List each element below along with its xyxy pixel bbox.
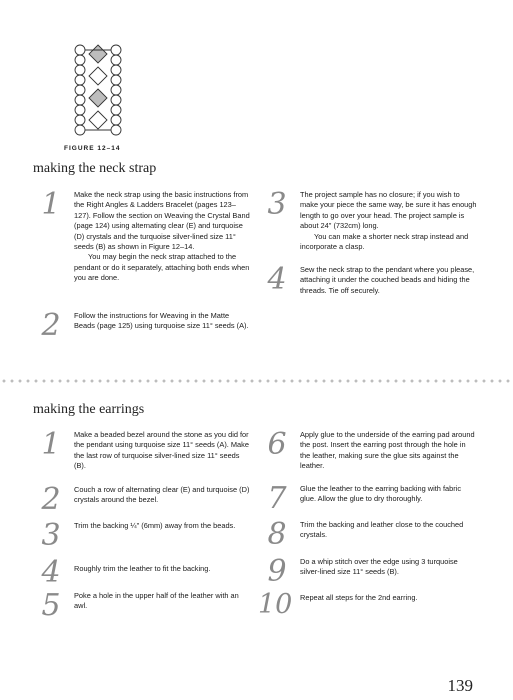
step-text: Repeat all steps for the 2nd earring. xyxy=(300,593,418,602)
step-text: Trim the backing ¼" (6mm) away from the beads. xyxy=(74,521,236,530)
neck-strap-step-2 xyxy=(36,308,251,343)
step-number: 7 xyxy=(267,481,287,516)
earrings-step-5 xyxy=(36,588,251,623)
step-number: 3 xyxy=(267,187,287,222)
section-title-neck-strap: making the neck strap xyxy=(33,161,157,176)
dotted-divider xyxy=(0,378,513,384)
section-title-earrings: making the earrings xyxy=(33,402,145,417)
earrings-step-6 xyxy=(262,427,477,472)
step-number: 10 xyxy=(258,589,293,620)
step-text: Follow the instructions for Weaving in the Matte Beads (page 125) using turquoise size 11° seeds (A). xyxy=(74,311,249,331)
step-number: 3 xyxy=(41,518,61,553)
step-text: Glue the leather to the earring backing with fabric glue. Allow the glue to dry thoroughly. xyxy=(300,484,462,504)
neck-strap-step-1 xyxy=(36,187,251,284)
earrings-step-2 xyxy=(36,482,251,517)
neck-strap-step-3 xyxy=(262,187,477,252)
step-number: 4 xyxy=(41,555,61,590)
step-number: 2 xyxy=(41,308,61,343)
step-number: 5 xyxy=(41,588,61,623)
step-number: 6 xyxy=(267,427,287,462)
earrings-step-4 xyxy=(36,555,251,590)
step-number: 1 xyxy=(41,427,61,462)
step-number: 4 xyxy=(267,262,287,297)
page-number: 139 xyxy=(447,676,473,695)
step-number: 9 xyxy=(267,554,287,589)
figure-caption: FIGURE 12–14 xyxy=(64,145,121,152)
earrings-step-1 xyxy=(36,427,251,472)
step-text: Roughly trim the leather to fit the backing. xyxy=(74,564,211,573)
earrings-step-7 xyxy=(262,481,477,516)
neck-strap-step-4 xyxy=(262,262,477,297)
step-text: Couch a row of alternating clear (E) and turquoise (D) crystals around the bezel. xyxy=(74,485,250,505)
step-number: 1 xyxy=(41,187,61,222)
step-text: Make a beaded bezel around the stone as you did for the pendant using turquoise size 11° seeds (A). Make the last row of turquoise silver-lined size 11° seeds (B). xyxy=(74,430,249,471)
step-text: Trim the backing and leather close to the couched crystals. xyxy=(300,520,464,540)
step-text: Make the neck strap using the basic instructions from the Right Angles & Ladders Bracelet (pages 123–127). Follow the section on Weaving the Crystal Band (page 124) using alternating clear (E) and turquoise (D) crystals and the turquoise silver-lined size 11° seeds (B) as shown in Figure 12–14. xyxy=(74,190,250,252)
step-text: Apply glue to the underside of the earring pad around the post. Insert the earring post through the hole in the leather, making sure the glue sits against the leather. xyxy=(300,430,475,471)
step-text: Do a whip stitch over the edge using 3 turquoise silver-lined size 11° seeds (B). xyxy=(300,557,458,577)
earrings-step-10 xyxy=(258,590,477,620)
step-text: You can make a shorter neck strap instead and incorporate a clasp. xyxy=(300,231,469,252)
step-text: You may begin the neck strap attached to the pendant or do it separately, attaching both ends when you are done. xyxy=(74,252,250,283)
earrings-step-3 xyxy=(36,518,251,553)
earrings-step-8 xyxy=(262,517,477,552)
figure-12-14-diagram xyxy=(58,40,138,140)
step-number: 2 xyxy=(41,482,61,517)
step-text: The project sample has no closure; if you wish to make your piece the same way, be sure it has enough length to go over your head. The project sample is about 24" (732cm) long. xyxy=(300,190,477,231)
step-text: Poke a hole in the upper half of the leather with an awl. xyxy=(74,591,239,611)
earrings-step-9 xyxy=(262,554,477,589)
step-text: Sew the neck strap to the pendant where you please, attaching it under the couched beads and hiding the threads. Tie off securely. xyxy=(300,265,475,295)
step-number: 8 xyxy=(267,517,287,552)
